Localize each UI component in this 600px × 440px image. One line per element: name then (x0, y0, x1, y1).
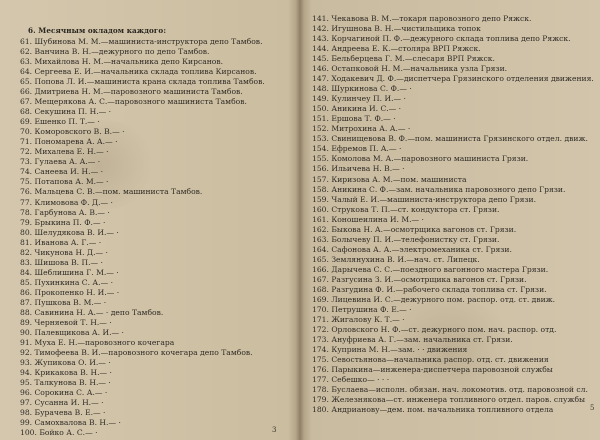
list-item (312, 104, 594, 114)
list-item-text: 164. Сафонова А. А.—электромеханика ст. Грязи. (312, 244, 512, 254)
list-item (20, 218, 292, 228)
list-item (312, 164, 594, 174)
list-item (312, 185, 594, 195)
list-item-text: 85. Пухинкина С. А.— · (20, 277, 114, 287)
list-item-text: 98. Бурачева В. Е.— · (20, 408, 106, 418)
list-item-text: 92. Тимофеева В. И.—паровозного кочегара депо Тамбов. (20, 347, 253, 357)
list-item-text: 174. Куприна М. Н.—зам. · · движения (312, 345, 468, 355)
list-item (20, 208, 292, 218)
list-item (20, 238, 292, 248)
list-item (312, 325, 594, 335)
list-item-text: 99. Самохвалова В. Н.— · (20, 418, 121, 428)
list-item (312, 175, 594, 185)
list-item-text: 159. Чалый Е. И.—машиниста-инструктора депо Грязи. (312, 194, 537, 204)
list-item-text: 155. Комолова М. А.—паровозного машиниста Грязи. (312, 154, 529, 164)
list-item (20, 308, 292, 318)
list-item (20, 388, 292, 398)
list-item (20, 248, 292, 258)
list-item (312, 64, 594, 74)
list-item (20, 57, 292, 67)
list-item-text: 149. Кулинчеу П. И.— · (312, 94, 406, 104)
list-item-text: 152. Митрохина А. А.— · (312, 124, 411, 134)
list-item-text: 91. Муха Е. Н.—паровозного кочегара (20, 337, 175, 347)
list-item-text: 157. Киризова А. М.—пом. машиниста (312, 174, 467, 184)
list-item-text: 156. Ильичева Н. В.— · (312, 164, 405, 174)
list-item (20, 348, 292, 358)
list-item (20, 87, 292, 97)
list-item (312, 154, 594, 164)
list-item (20, 398, 292, 408)
list-item (312, 355, 594, 365)
list-item-text: 88. Савинина Н. А.— · депо Тамбов. (20, 307, 164, 317)
section-heading: 6. Месячным окладом каждого: (28, 26, 167, 35)
right-name-list (312, 14, 594, 415)
list-item-text: 65. Попова Л. И.—машиниста крана склада топлива Тамбов. (20, 77, 265, 87)
list-item (20, 177, 292, 187)
list-item-text: 76. Мальцева С. В.—пом. машиниста Тамбов. (20, 187, 203, 197)
list-item (312, 375, 594, 385)
list-item-text: 87. Пушкова В. М.— · (20, 297, 107, 307)
list-item (312, 34, 594, 44)
list-item-text: 79. Брыкина П. Ф.— · (20, 217, 106, 227)
list-item-text: 62. Ванчина В. Н.—дежурного по депо Тамбов. (20, 47, 210, 57)
list-item-text: 175. Севостьянова—начальника распор. отд. ст. движения (312, 355, 549, 365)
list-item-text: 96. Сорокина С. А.— · (20, 388, 108, 398)
list-item-text: 143. Корчагиной П. Ф.—дежурного склада топлива депо Ряжск. (312, 34, 571, 44)
list-item (312, 134, 594, 144)
list-item-text: 172. Орловского Н. Ф.—ст. дежурного пом. нач. распор. отд. (312, 324, 557, 334)
list-item-text: 78. Гарбунова А. В.— · (20, 207, 110, 217)
list-item (312, 44, 594, 54)
list-item (312, 225, 594, 235)
list-item-text: 81. Иванова А. Г.— · (20, 237, 102, 247)
list-item (20, 298, 292, 308)
list-item-text: 64. Сергеева Е. И.—начальника склада топлива Кирсанов. (20, 67, 257, 77)
list-item-text: 80. Шелудякова В. И.— · (20, 227, 119, 237)
list-item-text: 74. Санеева И. Н.— · (20, 167, 104, 177)
list-item (312, 285, 594, 295)
list-item (312, 365, 594, 375)
list-item (20, 97, 292, 107)
list-item-text: 153. Свинищевова В. Ф.—пом. машиниста Грязинского отдел. движ. (312, 134, 588, 144)
list-item (20, 198, 292, 208)
list-item-text: 165. Землянухина В. И.—нач. ст. Липецк. (312, 254, 480, 264)
list-item-text: 67. Мещерякова А. С.—паровозного машиниста Тамбов. (20, 97, 247, 107)
list-item (20, 117, 292, 127)
list-item-text: 176. Парыкина—инженера-диспетчера паровозной службы (312, 365, 553, 375)
list-item-text: 86. Прокопенко Н. И.— · (20, 287, 120, 297)
list-item (312, 275, 594, 285)
list-item-text: 162. Быкова Н. А.—осмотрщика вагонов ст. Грязи. (312, 224, 517, 234)
list-item (312, 74, 594, 84)
list-item-text: 146. Остапковой Н. М.—начальника узла Грязи. (312, 64, 508, 74)
list-item-text: 71. Пономарева А. А.— · (20, 137, 118, 147)
list-item (312, 265, 594, 275)
list-item-text: 69. Ешенко П. Т.— · (20, 117, 100, 127)
list-item-text: 147. Ходакевич Д. Ф.—диспетчера Грязинского отделения движения. (312, 74, 594, 84)
list-item (20, 137, 292, 147)
list-item-text: 173. Ануфриева А. Г.—зам. начальника ст. Грязи. (312, 335, 513, 344)
list-item-text: 169. Лицевина И. С.—дежурного пом. распор. отд. ст. движ. (312, 294, 556, 304)
list-item (312, 395, 594, 405)
list-item-text: 148. Шуркинова С. Ф.— · (312, 84, 412, 94)
page-fold (296, 0, 304, 440)
list-item (20, 358, 292, 368)
list-item-text: 70. Комоpовского В. В.— · (20, 127, 125, 137)
list-item (20, 328, 292, 338)
list-item (312, 345, 594, 355)
right-page (304, 0, 600, 440)
list-item-text: 75. Потапова А. М.— · (20, 177, 109, 187)
list-item-text: 166. Дарычева С. С.—поездного вагонного мастера Грязи. (312, 264, 549, 274)
list-item (312, 205, 594, 215)
list-item-text: 89. Черняевой Т. Н.— · (20, 317, 112, 327)
list-item-text: 161. Коношеилина И. М.— · (312, 214, 424, 224)
list-item-text: 84. Шеблишина Г. М.— · (20, 267, 119, 277)
list-item-text: 170. Петрушина Ф. Е.— · (312, 304, 412, 314)
list-item (20, 318, 292, 328)
list-item (20, 338, 292, 348)
left-name-list (20, 37, 292, 438)
list-item-text: 167. Разгусина З. И.—осмотрщика вагонов ст. Грязи. (312, 274, 527, 284)
page-number-left: 3 (272, 426, 277, 434)
list-item (312, 335, 594, 345)
list-item-text: 66. Дмитриева Н. М.—паровозного машиниста Тамбов. (20, 87, 243, 97)
list-item-text: 90. Палевщикова А. И.— · (20, 327, 124, 337)
list-item (20, 37, 292, 47)
list-item-text: 163. Болычеву П. И.—телефонистку ст. Грязи. (312, 234, 500, 244)
list-item-text: 83. Шишова В. П.— · (20, 257, 103, 267)
list-item-text: 171. Жигалову К. Т.— · (312, 314, 405, 324)
list-item (20, 127, 292, 137)
list-item (312, 54, 594, 64)
list-item-text: 61. Шубинова М. М.—машиниста-инструктора депо Тамбов. (20, 37, 263, 46)
list-item-text: 150. Аникина И. С.— · (312, 104, 402, 114)
list-item (312, 215, 594, 225)
list-item-text: 168. Разгудина Ф. И.—рабочего склада топлива ст. Грязи. (312, 284, 547, 294)
list-item-text: 177. Себешко— · · · (312, 375, 390, 385)
list-item (20, 67, 292, 77)
list-item (312, 315, 594, 325)
list-item-text: 180. Андрианову—дем. пом. начальника топливного отдела (312, 405, 554, 415)
list-item-text: 160. Струкова Т. П.—ст. кондуктора ст. Грязи. (312, 204, 500, 214)
list-item (20, 418, 292, 428)
list-item-text: 154. Ефремов П. А.— · (312, 144, 402, 154)
list-item (312, 124, 594, 134)
list-item-text: 95. Талкунова В. Н.— · (20, 378, 111, 388)
list-item (312, 84, 594, 94)
list-item (20, 228, 292, 238)
list-item (20, 378, 292, 388)
list-item (312, 245, 594, 255)
list-item (20, 107, 292, 117)
list-item-text: 178. Буслаева—исполн. обязан. нач. локомотив. отд. паровозной сл. (312, 385, 588, 395)
list-item (20, 258, 292, 268)
list-item (312, 114, 594, 124)
list-item (20, 147, 292, 157)
list-item (20, 77, 292, 87)
list-item (20, 288, 292, 298)
list-item (20, 47, 292, 57)
list-item (312, 144, 594, 154)
list-item (20, 408, 292, 418)
list-item-text: 145. Бельберцева Г. М.—слесаря ВРП Ряжск. (312, 54, 495, 64)
list-item (20, 157, 292, 167)
list-item (20, 368, 292, 378)
list-item-text: 68. Секушина П. Н.— · (20, 107, 112, 117)
list-item-text: 158. Аникина С. Ф.—зам. начальника паровозного депо Грязи. (312, 184, 566, 194)
list-item-text: 97. Сусанна И. Н.— · (20, 398, 104, 408)
list-item (312, 295, 594, 305)
list-item (20, 278, 292, 288)
list-item-text: 141. Чекавова В. М.—токаря паровозного депо Ряжск. (312, 14, 532, 23)
list-item (20, 167, 292, 177)
list-item-text: 142. Игушнова В. Н.—чистильщика топок (312, 24, 481, 34)
list-item (20, 428, 292, 438)
list-item-text: 93. Жупикова О. И.— · (20, 358, 111, 367)
list-item-text: 77. Климовова Ф. Д.— · (20, 197, 113, 207)
list-item-text: 151. Ершова Т. Ф.— · (312, 114, 396, 124)
list-item (312, 255, 594, 265)
list-item-text: 94. Крикакова В. Н.— · (20, 368, 112, 378)
list-item-text: 73. Гулаева А. А.— · (20, 157, 101, 167)
list-item (312, 405, 594, 415)
list-item (312, 24, 594, 34)
list-item (312, 305, 594, 315)
list-item (20, 187, 292, 197)
list-item (312, 195, 594, 205)
list-item-text: 100. Бойко А. С.— · (20, 428, 98, 438)
list-item (312, 235, 594, 245)
list-item (312, 94, 594, 104)
list-item (20, 268, 292, 278)
list-item-text: 179. Железнякова—ст. инженера топливного отдел. паров. службы (312, 395, 586, 405)
list-item (312, 385, 594, 395)
page-number-right: 5 (590, 404, 595, 412)
list-item-text: 82. Чикунова Н. Д.— · (20, 247, 108, 257)
list-item-text: 63. Михайлова Н. М.—начальника депо Кирсанов. (20, 57, 224, 67)
list-item (312, 14, 594, 24)
left-page (0, 0, 296, 440)
list-item-text: 72. Михалева Е. Н.— · (20, 147, 109, 157)
list-item-text: 144. Андреева Е. К.—столяра ВРП Ряжск. (312, 44, 481, 54)
